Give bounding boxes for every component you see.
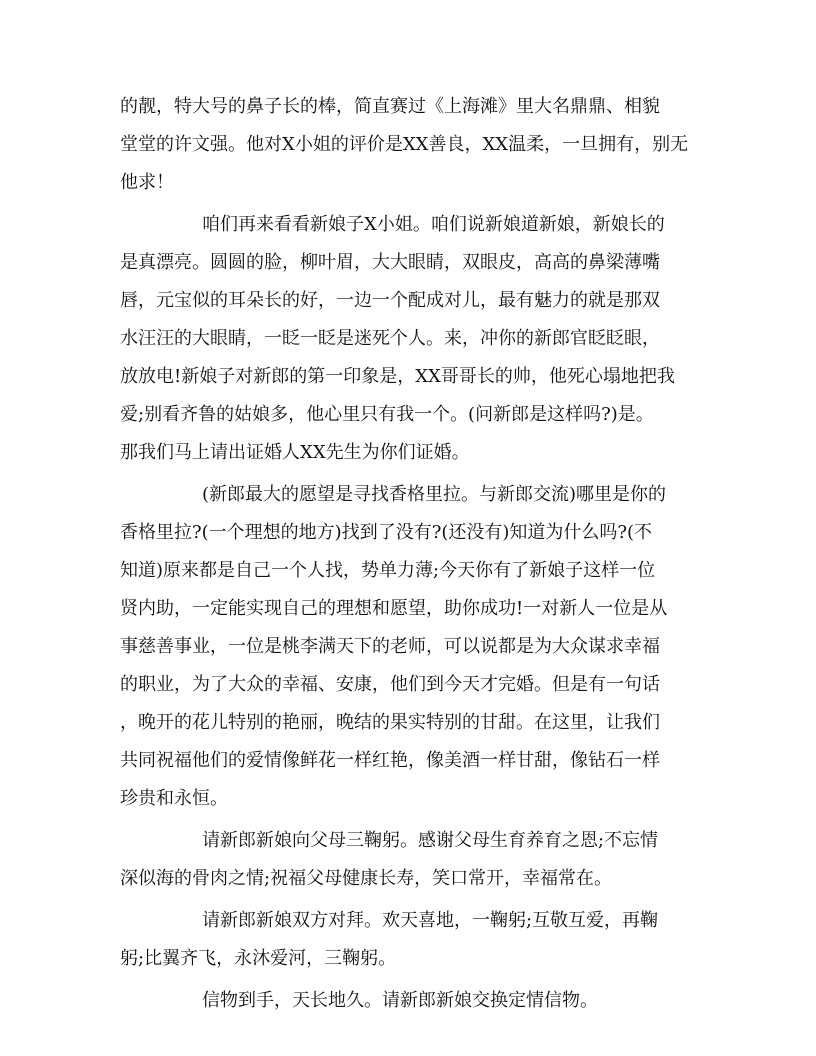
text-line: 深似海的骨肉之情;祝福父母健康长寿，笑口常开，幸福常在。 — [120, 868, 613, 889]
paragraph-bride-description — [120, 206, 694, 472]
text-line: 他求！ — [120, 172, 174, 193]
text-line: 躬;比翼齐飞，永沐爱河，三鞠躬。 — [120, 948, 397, 969]
text-line: 香格里拉?(一个理想的地方)找到了没有?(还没有)知道为什么吗?(不 — [120, 522, 653, 543]
text-line: 堂堂的许文强。他对X小姐的评价是XX善良，XX温柔，一旦拥有，别无 — [120, 134, 689, 155]
text-line: 水汪汪的大眼睛，一眨一眨是迷死个人。来，冲你的新郎官眨眨眼， — [120, 328, 660, 349]
text-line: 的靓，特大号的鼻子长的棒，简直赛过《上海滩》里大名鼎鼎、相貌 — [120, 96, 660, 117]
text-line: (新郎最大的愿望是寻找香格里拉。与新郎交流)哪里是你的 — [202, 484, 667, 505]
text-line: 咱们再来看看新娘子X小姐。咱们说新娘道新娘，新娘长的 — [202, 214, 665, 235]
text-line: 知道)原来都是自己一个人找，势单力薄;今天你有了新娘子这样一位 — [120, 560, 656, 581]
text-line: 是真漂亮。圆圆的脸，柳叶眉，大大眼睛，双眼皮，高高的鼻梁薄嘴 — [120, 252, 660, 273]
text-line: 事慈善事业，一位是桃李满天下的老师，可以说都是为大众谋求幸福 — [120, 636, 660, 657]
text-line: 贤内助，一定能实现自己的理想和愿望，助你成功!一对新人一位是从 — [120, 598, 668, 619]
paragraph-bow-to-parents — [120, 822, 694, 898]
text-line: 爱;别看齐鲁的姑娘多，他心里只有我一个。(问新郎是这样吗?)是。 — [120, 404, 654, 425]
text-line: 请新郎新娘向父母三鞠躬。感谢父母生育养育之恩;不忘情 — [202, 830, 659, 851]
document-page — [120, 88, 694, 1020]
text-line: 请新郎新娘双方对拜。欢天喜地，一鞠躬;互敬互爱，再鞠 — [202, 910, 659, 931]
text-line: ，晚开的花儿特别的艳丽，晚结的果实特别的甘甜。在这里，让我们 — [120, 712, 660, 733]
paragraph-groom-description — [120, 88, 694, 202]
paragraph-exchange-tokens — [120, 982, 694, 1020]
text-line: 唇，元宝似的耳朵长的好，一边一个配成对儿，最有魅力的就是那双 — [120, 290, 660, 311]
text-line: 的职业，为了大众的幸福、安康，他们到今天才完婚。但是有一句话 — [120, 674, 660, 695]
text-line: 那我们马上请出证婚人XX先生为你们证婚。 — [120, 442, 470, 463]
paragraph-shangri-la — [120, 476, 694, 818]
paragraph-bow-to-each-other — [120, 902, 694, 978]
text-line: 信物到手，天长地久。请新郎新娘交换定情信物。 — [202, 990, 598, 1011]
text-line: 放放电!新娘子对新郎的第一印象是，XX哥哥长的帅，他死心塌地把我 — [120, 366, 675, 387]
text-line: 珍贵和永恒。 — [120, 788, 228, 809]
text-line: 共同祝福他们的爱情像鲜花一样红艳，像美酒一样甘甜，像钻石一样 — [120, 750, 660, 771]
